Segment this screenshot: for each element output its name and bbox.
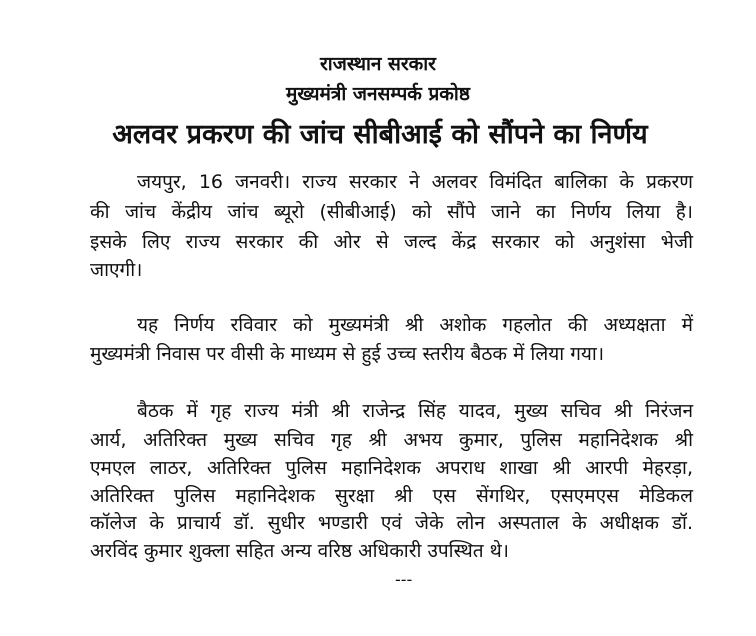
org-name: राजस्थान सरकार <box>320 53 436 75</box>
paragraph-3-line: कॉलेज के प्राचार्य डॉ. सुधीर भण्डारी एवं जेके लोन अस्पताल के अधीक्षक डॉ. <box>90 512 693 534</box>
paragraph-1-line: जाएगी। <box>90 259 143 281</box>
paragraph-3-line: अरविंद कुमार शुक्ला सहित अन्य वरिष्ठ अधिकारी उपस्थित थे। <box>90 540 509 562</box>
paragraph-2-line: यह निर्णय रविवार को मुख्यमंत्री श्री अशोक गहलोत की अध्यक्षता में <box>137 314 693 336</box>
paragraph-1-line: की जांच केंद्रीय जांच ब्यूरो (सीबीआई) को सौंपे जाने का निर्णय लिया है। <box>90 201 693 223</box>
cell-name: मुख्यमंत्री जनसम्पर्क प्रकोष्ठ <box>286 83 470 105</box>
page-title: अलवर प्रकरण की जांच सीबीआई को सौंपने का निर्णय <box>112 119 648 150</box>
end-mark: --- <box>395 570 413 589</box>
paragraph-3-line: बैठक में गृह राज्य मंत्री श्री राजेन्द्र सिंह यादव, मुख्य सचिव श्री निरंजन <box>137 400 693 422</box>
paragraph-1-line: इसके लिए राज्य सरकार की ओर से जल्द केंद्र सरकार को अनुशंसा भेजी <box>90 231 693 253</box>
paragraph-2-line: मुख्यमंत्री निवास पर वीसी के माध्यम से हुई उच्च स्तरीय बैठक में लिया गया। <box>90 343 605 365</box>
paragraph-3-line: अतिरिक्त पुलिस महानिदेशक सुरक्षा श्री एस सेंगथिर, एसएमएस मेडिकल <box>90 485 693 507</box>
paragraph-3-line: एमएल लाठर, अतिरिक्त पुलिस महानिदेशक अपराध शाखा श्री आरपी मेहरड़ा, <box>90 457 693 479</box>
paragraph-3-line: आर्य, अतिरिक्त मुख्य सचिव गृह श्री अभय कुमार, पुलिस महानिदेशक श्री <box>90 429 693 451</box>
paragraph-1-line: जयपुर, 16 जनवरी। राज्य सरकार ने अलवर विमंदित बालिका के प्रकरण <box>137 171 693 193</box>
